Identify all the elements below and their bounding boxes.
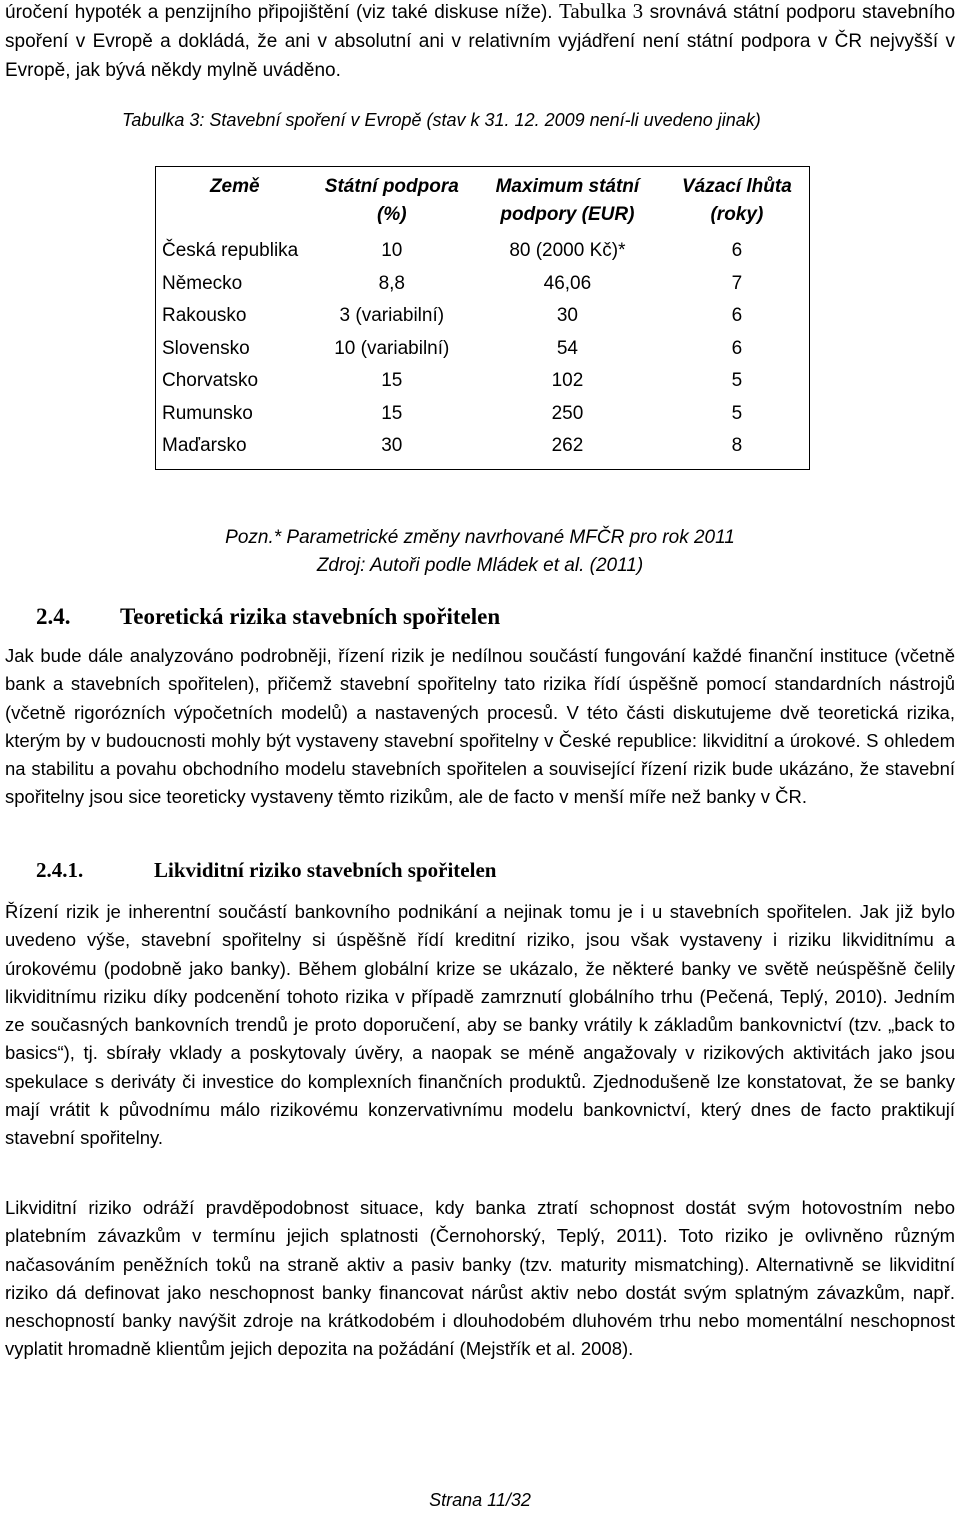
cell-support: 15 <box>381 370 403 391</box>
page-number: Strana 11/32 <box>429 1490 531 1510</box>
cell-period: 8 <box>731 435 743 456</box>
table-reference: Tabulka 3 <box>558 0 644 23</box>
subsection-heading <box>36 858 496 883</box>
cell-max: 54 <box>556 337 578 359</box>
cell-max: 46,06 <box>543 272 592 294</box>
subsection-paragraph-1: Řízení rizik je inherentní součástí bankovního podnikání a nejinak tomu je i u stavebních spořitelen. Jak již bylo uvedeno výše, stavební spořitelny si úspěšně řídí kreditní riziko, jsou však vystaveny i riziku likviditnímu a úrokovému (podobně jako banky). Během globální krize se ukázalo, že některé banky ve světě neúspěšně čelily likviditnímu riziku díky podcenění tohoto rizika v případě zamrznutí globálního trhu (Pečená, Teplý, 2010). Jedním ze současných bankovních trendů je proto doporučení, aby se banky vrátily k základům bankovnictví (tzv. „back to basics“), tj. sbírały vklady a poskytovaly úvěry, a naopak se méně angažovaly v rizikových aktivitách jako jsou spekulace s deriváty či investice do komplexních finančních produktů. Zjednodušeně lze konstatovat, že se banky mají vrátit k původnímu málo rizikovému konzervativnímu modelu bankovnictví, který dnes de facto praktikují stavební spořitelny. <box>5 901 955 1149</box>
header-binding-period: Vázací lhůta (roky) <box>681 176 792 225</box>
cell-support: 30 <box>381 435 403 456</box>
table-row <box>156 365 810 398</box>
subsection-title: Likviditní riziko stavebních spořitelen <box>154 858 497 882</box>
table-row <box>156 430 810 469</box>
table-caption: Tabulka 3: Stavební spoření v Evropě (stav k 31. 12. 2009 není-li uvedeno jinak) <box>122 110 761 130</box>
building-savings-table <box>155 166 810 470</box>
cell-max: 262 <box>551 435 584 456</box>
cell-support: 15 <box>381 402 403 424</box>
intro-text-rest: srovnává státní podporu stavebního spoření v Evropě a dokládá, že ani v absolutní ani v relativním vyjádření není státní podpora v ČR nejvyšší v Evropě, jak bývá někdy mylně uváděno. <box>5 2 956 81</box>
cell-period: 6 <box>731 337 743 359</box>
section-title: Teoretická rizika stavebních spořitelen <box>120 604 501 629</box>
cell-support: 10 (variabilní) <box>334 337 450 359</box>
table-header-row <box>156 167 810 236</box>
table-row <box>156 268 810 301</box>
table-row <box>156 333 810 366</box>
cell-period: 7 <box>731 272 743 294</box>
cell-country: Rumunsko <box>162 402 253 424</box>
section-heading <box>36 604 500 630</box>
cell-country: Maďarsko <box>162 435 247 456</box>
table-row <box>156 300 810 333</box>
intro-text-start: úročení hypoték a penzijního připojištění (viz také diskuse níže). <box>5 2 553 23</box>
cell-max: 80 (2000 Kč)* <box>509 240 626 261</box>
subsection-number: 2.4.1. <box>36 858 84 882</box>
cell-country: Česká republika <box>162 240 299 261</box>
header-max-support: Maximum státní podpory (EUR) <box>495 176 640 225</box>
cell-support: 10 <box>381 240 403 261</box>
cell-max: 30 <box>556 305 578 326</box>
cell-support: 3 (variabilní) <box>339 305 445 326</box>
cell-period: 5 <box>731 402 743 424</box>
table-row <box>156 235 810 268</box>
cell-max: 102 <box>551 370 584 391</box>
cell-period: 6 <box>731 305 743 326</box>
table-note: Pozn.* Parametrické změny navrhované MFČR pro rok 2011 <box>225 527 735 548</box>
table-source: Zdroj: Autoři podle Mládek et al. (2011) <box>316 555 644 576</box>
cell-support: 8,8 <box>378 272 405 294</box>
header-country: Země <box>209 176 260 197</box>
intro-paragraph <box>5 0 955 85</box>
subsection-paragraph-2: Likviditní riziko odráží pravděpodobnost situace, kdy banka ztratí schopnost dostát svým hotovostním nebo platebním závazkům v termínu jejich splatnosti (Černohorský, Teplý, 2011). Toto riziko je ovlivněno různým načasováním peněžních toků na straně aktiv a pasiv banky (tzv. maturity mismatching). Alternativně se likviditní riziko dá definovat jako neschopnost banky financovat nárůst aktiv nebo dostát svým splatným závazkům, např. neschopností banky navýšit zdroje na krátkodobém i dlouhodobém dluhovém trhu nebo momentální neschopnost vyplatit hromadně klientům jejich depozita na požádání (Mejstřík et al. 2008). <box>5 1197 955 1360</box>
cell-period: 6 <box>731 240 743 261</box>
section-number: 2.4. <box>36 604 71 629</box>
cell-country: Chorvatsko <box>162 370 259 391</box>
header-state-support: Státní podpora (%) <box>324 176 459 225</box>
table-row <box>156 398 810 431</box>
cell-country: Slovensko <box>162 337 250 359</box>
cell-period: 5 <box>731 370 743 391</box>
section-paragraph: Jak bude dále analyzováno podrobněji, řízení rizik je nedílnou součástí fungování každé finanční instituce (včetně bank a stavebních spořitelen), přičemž stavební spořitelny tato rizika řídí úspěšně pomocí standardních nástrojů (včetně rigorózních výpočetních modelů) a nastavených procesů. V této části diskutujeme dvě teoretická rizika, kterým by v budoucnosti mohly být vystaveny stavební spořitelny v České republice: likviditní a úrokové. S ohledem na stabilitu a povahu obchodního modelu stavebních spořitelen a související řízení rizik bude ukázáno, že stavební spořitelny jsou sice teoreticky vystaveny těmto rizikům, ale de facto v menší míře než banky v ČR. <box>5 645 955 808</box>
cell-country: Německo <box>162 272 243 294</box>
cell-country: Rakousko <box>162 305 247 326</box>
cell-max: 250 <box>551 402 584 424</box>
